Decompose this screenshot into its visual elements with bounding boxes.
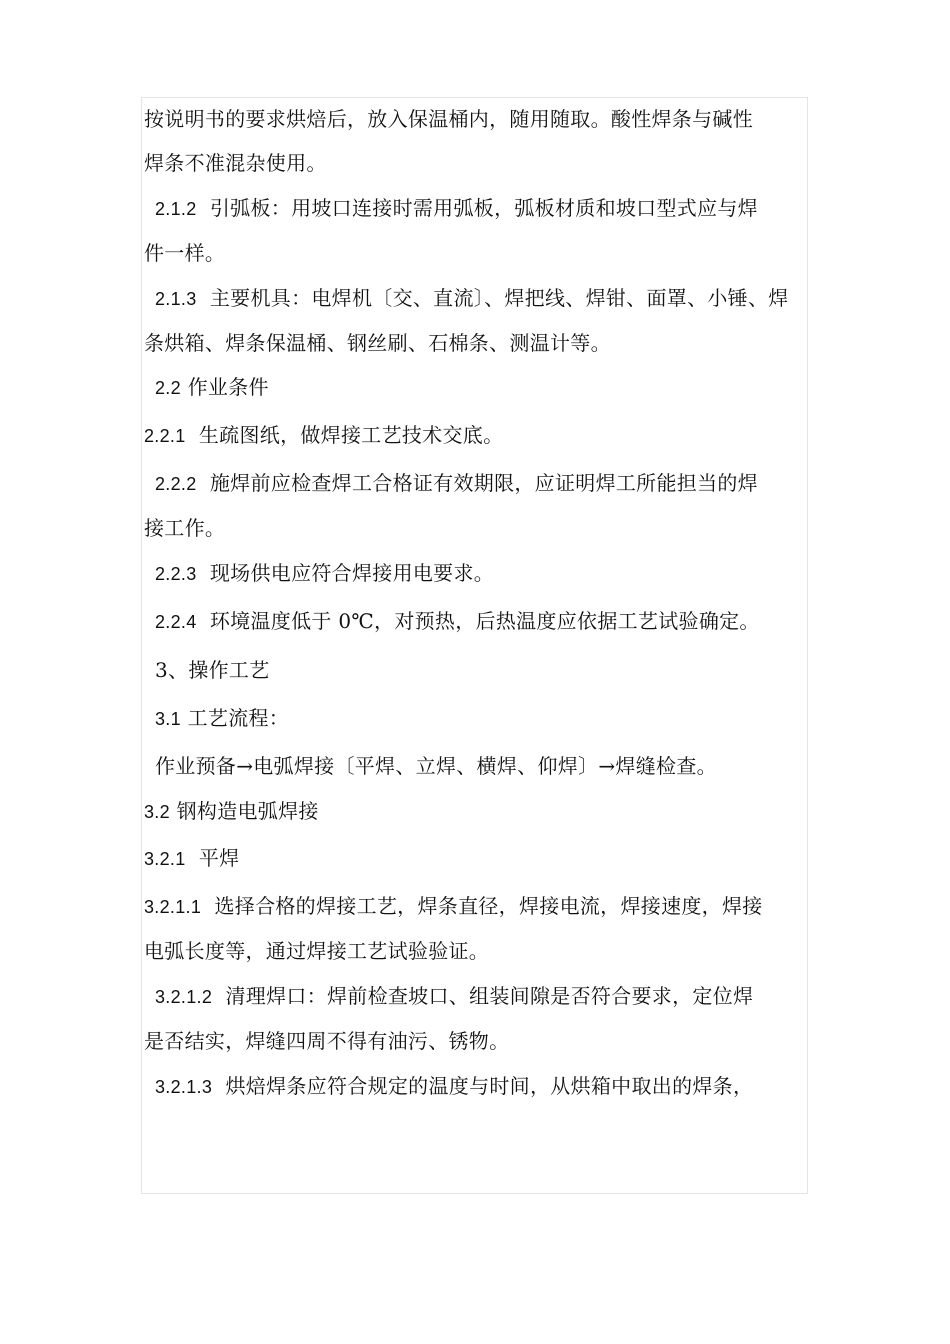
line-text: 电弧长度等，通过焊接工艺试验验证。 xyxy=(144,939,490,963)
line-text: 是否结实，焊缝四周不得有油污、锈物。 xyxy=(144,1029,510,1053)
text-line-2 xyxy=(144,151,327,175)
line-text: 焊条不准混杂使用。 xyxy=(144,151,327,175)
section-number: 2.2.4 xyxy=(155,612,197,632)
line-text: 工艺流程： xyxy=(187,706,290,730)
section-number: 3.2.1.1 xyxy=(144,897,202,917)
section-heading-2-2 xyxy=(155,375,269,400)
section-number: 2.2.2 xyxy=(155,474,197,494)
text-line-19 xyxy=(144,939,489,963)
line-text: 平焊 xyxy=(198,846,240,870)
section-number: 2.2.3 xyxy=(155,564,197,584)
text-line-18 xyxy=(144,894,763,919)
section-heading-3 xyxy=(155,658,270,682)
line-text: 接工作。 xyxy=(144,516,226,540)
text-line-22 xyxy=(155,1074,753,1099)
section-number: 3.2.1.3 xyxy=(155,1077,213,1097)
line-text: 3、操作工艺 xyxy=(155,658,270,682)
text-line-3 xyxy=(155,196,758,221)
line-text: 条烘箱、焊条保温桶、钢丝刷、石棉条、测温计等。 xyxy=(144,331,611,355)
process-flow-line xyxy=(155,754,717,778)
line-text: 清理焊口：焊前检查坡口、组装间隙是否符合要求，定位焊 xyxy=(225,984,754,1008)
section-heading-3-2 xyxy=(144,799,319,824)
text-line-20 xyxy=(155,984,753,1009)
text-line-8 xyxy=(144,423,503,448)
section-number: 2.2.1 xyxy=(144,426,186,446)
line-text: 现场供电应符合焊接用电要求。 xyxy=(209,561,495,585)
line-text: 施焊前应检查焊工合格证有效期限，应证明焊工所能担当的焊 xyxy=(209,471,758,495)
line-text: 环境温度低于 0℃，对预热，后热温度应依据工艺试验确定。 xyxy=(209,609,760,633)
line-text: 作业预备→电弧焊接〔平焊、立焊、横焊、仰焊〕→焊缝检查。 xyxy=(155,754,717,778)
line-text: 生疏图纸，做焊接工艺技术交底。 xyxy=(198,423,504,447)
text-line-6 xyxy=(144,331,611,355)
text-line-4 xyxy=(144,241,225,265)
text-line-5 xyxy=(155,286,789,311)
line-text: 件一样。 xyxy=(144,241,226,265)
line-text: 烘焙焊条应符合规定的温度与时间，从烘箱中取出的焊条， xyxy=(225,1074,754,1098)
section-heading-3-2-1 xyxy=(144,846,239,871)
section-heading-3-1 xyxy=(155,706,289,731)
section-number: 2.1.3 xyxy=(155,289,197,309)
text-line-12 xyxy=(155,609,760,634)
section-number: 3.2 xyxy=(144,802,170,822)
section-number: 2.2 xyxy=(155,378,181,398)
line-text: 按说明书的要求烘焙后，放入保温桶内，随用随取。酸性焊条与碱性 xyxy=(144,107,753,131)
line-text: 钢构造电弧焊接 xyxy=(176,799,319,823)
text-line-1 xyxy=(144,107,753,131)
text-line-9 xyxy=(155,471,758,496)
section-number: 3.1 xyxy=(155,709,181,729)
line-text: 引弧板：用坡口连接时需用弧板，弧板材质和坡口型式应与焊 xyxy=(209,196,758,220)
text-line-11 xyxy=(155,561,494,586)
line-text: 选择合格的焊接工艺，焊条直径，焊接电流，焊接速度，焊接 xyxy=(214,894,763,918)
text-line-21 xyxy=(144,1029,509,1053)
section-number: 3.2.1.2 xyxy=(155,987,213,1007)
line-text: 主要机具：电焊机〔交、直流〕、焊把线、焊钳、面罩、小锤、焊 xyxy=(209,286,789,310)
line-text: 作业条件 xyxy=(187,375,269,399)
section-number: 2.1.2 xyxy=(155,199,197,219)
text-line-10 xyxy=(144,516,225,540)
section-number: 3.2.1 xyxy=(144,849,186,869)
